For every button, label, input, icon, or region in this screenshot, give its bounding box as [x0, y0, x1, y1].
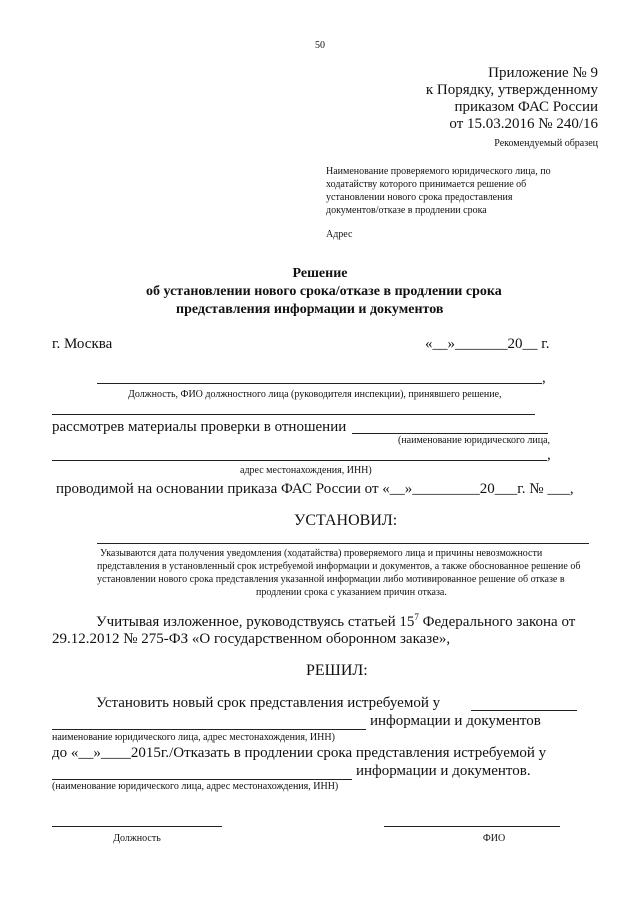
sample-label: Рекомендуемый образец — [494, 138, 598, 149]
address-caption: адрес местонахождения, ИНН) — [240, 465, 372, 476]
name-label: ФИО — [482, 833, 506, 844]
addressee-address: Адрес — [326, 229, 353, 240]
decision-blank-line — [52, 729, 366, 730]
official-blank-line — [97, 383, 542, 384]
position-signature-line — [52, 826, 222, 827]
addressee-line-2: ходатайству которого принимается решение об — [326, 179, 527, 190]
decision-caption-1: наименование юридического лица, адрес местонахождения, ИНН) — [52, 732, 335, 743]
entity-blank-line-2 — [52, 460, 547, 461]
order-text: проводимой на основании приказа ФАС России от «__»_________20___г. № ___, — [56, 481, 574, 497]
addressee-line-3: установлении нового срока предоставления — [326, 192, 513, 203]
decision-line-3: до «__»____2015г./Отказать в продлении срока представления истребуемой у — [52, 745, 547, 761]
document-subtitle-2: представления информации и документов — [176, 302, 444, 317]
established-heading: УСТАНОВИЛ: — [294, 512, 398, 529]
decision-line-1: Установить новый срок представления истребуемой у — [96, 695, 441, 711]
established-note-1: Указываются дата получения уведомления (ходатайства) проверяемого лица и причины невозможности — [100, 548, 543, 559]
decision-line-2: информации и документов — [370, 713, 541, 729]
appendix-title: Приложение № 9 — [488, 65, 598, 81]
considering-line-1 — [96, 612, 575, 631]
appendix-line-3: приказом ФАС России — [454, 99, 598, 115]
established-note-4: продлении срока с указанием причин отказа. — [256, 587, 447, 598]
decision-blank-line-2 — [52, 779, 352, 780]
official-blank-line-2 — [52, 414, 535, 415]
considering-text-a: Учитывая изложенное, руководствуясь статьей 15 — [96, 614, 415, 630]
established-note-3: установлении нового срока представления указанной информации либо мотивированное решение об отказе в — [97, 574, 565, 585]
page-number: 50 — [315, 40, 325, 51]
considering-superscript: 7 — [414, 612, 419, 622]
name-signature-line — [384, 826, 560, 827]
established-note-2: представления в установленный срок истребуемой информации и документов, а также обоснованное решение об — [97, 561, 581, 572]
position-label: Должность — [113, 833, 161, 844]
considering-line-2: 29.12.2012 № 275-ФЗ «О государственном оборонном заказе», — [52, 631, 451, 647]
appendix-line-2: к Порядку, утвержденному — [425, 82, 598, 98]
decision-line-4: информации и документов. — [356, 763, 531, 779]
addressee-line-1: Наименование проверяемого юридического лица, по — [326, 166, 551, 177]
considering-text-b: Федерального закона от — [418, 614, 576, 630]
appendix-line-4: от 15.03.2016 № 240/16 — [449, 116, 598, 132]
decision-blank-short — [471, 710, 577, 711]
official-caption: Должность, ФИО должностного лица (руководителя инспекции), принявшего решение, — [128, 389, 502, 400]
established-blank-line — [97, 543, 589, 544]
entity-blank-line — [352, 433, 548, 434]
addressee-line-4: документов/отказе в продлении срока — [326, 205, 487, 216]
official-comma: , — [542, 370, 546, 386]
document-subtitle-1: об установлении нового срока/отказе в продлении срока — [146, 284, 502, 299]
place: г. Москва — [52, 336, 113, 352]
document-title: Решение — [292, 266, 348, 281]
decided-heading: РЕШИЛ: — [306, 662, 368, 679]
considered-text: рассмотрев материалы проверки в отношении — [52, 419, 347, 435]
decision-caption-2: (наименование юридического лица, адрес местонахождения, ИНН) — [52, 781, 339, 792]
entity-caption: (наименование юридического лица, — [398, 435, 551, 446]
date-field: «__»_______20__ г. — [425, 336, 550, 352]
entity-comma: , — [547, 447, 551, 463]
